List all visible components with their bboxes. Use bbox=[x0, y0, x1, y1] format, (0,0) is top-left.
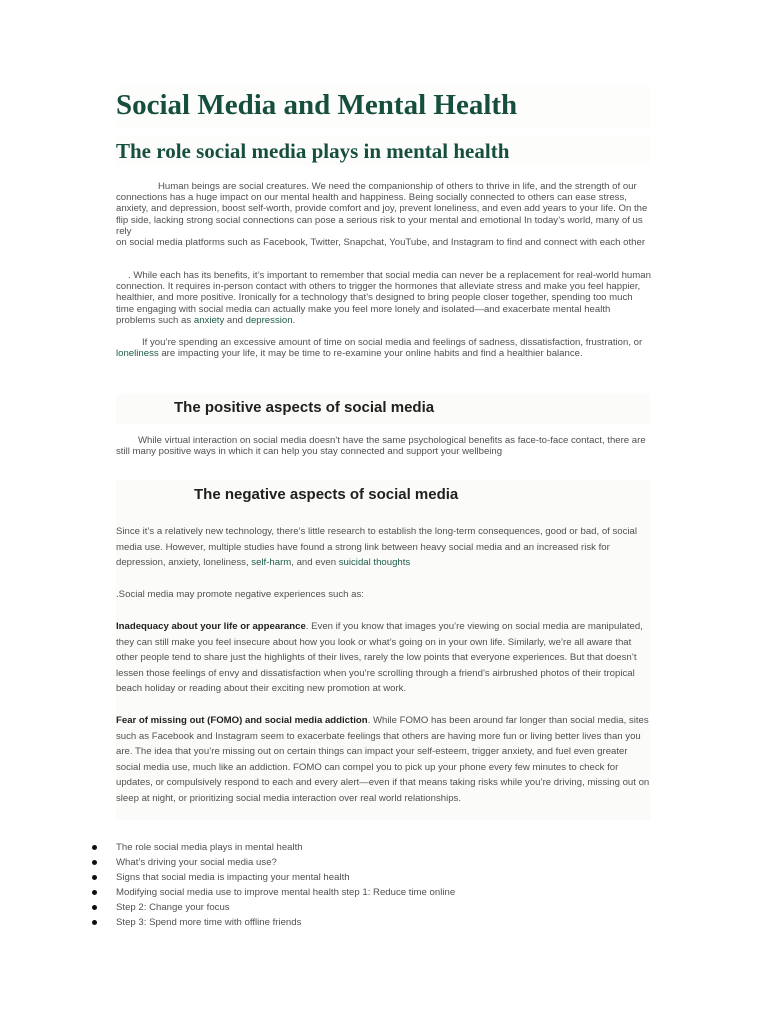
depression-link[interactable]: depression bbox=[245, 314, 293, 326]
list-item-text: Modifying social media use to improve mental health step 1: Reduce time online bbox=[116, 887, 456, 898]
intro-paragraph-2 bbox=[116, 270, 652, 326]
list-item-text: The role social media plays in mental health bbox=[116, 842, 303, 853]
negative-paragraph-1-text: Since it’s a relatively new technology, there’s little research to establish the long-term consequences, good or bad, of social media use. However, multiple studies have found a strong link between heavy social media and an increased risk for depression, anxiety, loneliness, bbox=[116, 526, 638, 569]
bullet-icon bbox=[92, 905, 97, 910]
bullet-icon bbox=[92, 875, 97, 880]
inadequacy-text: . Even if you know that images you’re viewing on social media are manipulated, they can still make you feel insecure about how you look or what’s going on in your own life. Similarly, we’re all aware that other people tend to share just the highlights of their lives, rarely the low points that everyone experiences. But that doesn’t lessen those feelings of envy and dissatisfaction when you’re scrolling through a friend’s airbrushed photos of their tropical beach holiday or reading about their exciting new promotion at work. bbox=[116, 621, 643, 695]
intro-paragraph-2-end: . bbox=[292, 314, 296, 326]
list-item bbox=[90, 885, 455, 900]
bullet-icon bbox=[92, 845, 97, 850]
topics-bullet-list bbox=[90, 840, 455, 930]
list-item bbox=[90, 915, 455, 930]
intro-paragraph-1-text-b: on social media platforms such as Facebook, Twitter, Snapchat, YouTube, and Instagram to find and connect with each other bbox=[116, 237, 646, 249]
intro-paragraph-3-text: If you’re spending an excessive amount of time on social media and feelings of sadness, dissatisfaction, frustration, or bbox=[142, 337, 643, 348]
bullet-icon bbox=[92, 860, 97, 865]
list-item bbox=[90, 840, 455, 855]
fomo-paragraph bbox=[116, 713, 652, 807]
suicidal-thoughts-link[interactable]: suicidal thoughts bbox=[338, 557, 411, 569]
fomo-bold-lead: Fear of missing out (FOMO) and social media addiction bbox=[116, 715, 368, 726]
fomo-text: . While FOMO has been around far longer than social media, sites such as Facebook and Instagram seem to exacerbate feelings that others are having more fun or living better lives than you are. The idea that you’re missing out on certain things can impact your self-esteem, trigger anxiety, and fuel even greater social media use, much like an addiction. FOMO can compel you to pick up your phone every few minutes to check for updates, or compulsively respond to each and every alert—even if that means taking risks while you’re driving, missing out on sleep at night, or prioritizing social media interaction over real world relationships. bbox=[116, 715, 650, 804]
page-title: Social Media and Mental Health bbox=[116, 86, 650, 128]
anxiety-link[interactable]: anxiety bbox=[193, 314, 225, 326]
intro-paragraph-2-text: . While each has its benefits, it’s important to remember that social media can never be a replacement for real-world human connection. It requires in-person contact with others to trigger the hormones that alleviate stress and make you feel happier, healthier, and more positive. Ironically for a technology that’s designed to bring people closer together, spending too much time engaging with social media can actually make you feel more lonely and isolated—and exacerbate mental health problems such as bbox=[116, 270, 651, 326]
list-item bbox=[90, 855, 455, 870]
negative-paragraph-2: .Social media may promote negative experiences such as: bbox=[116, 589, 364, 600]
bullet-icon bbox=[92, 890, 97, 895]
list-item-text: Step 2: Change your focus bbox=[116, 902, 230, 913]
inadequacy-bold-lead: Inadequacy about your life or appearance bbox=[116, 621, 306, 632]
negative-paragraph-1 bbox=[116, 524, 652, 571]
positive-paragraph-text: While virtual interaction on social media doesn’t have the same psychological benefits as face-to-face contact, there are still many positive ways in which it can help you stay connected and support your wellbeing bbox=[116, 435, 646, 458]
intro-paragraph-3 bbox=[116, 337, 652, 359]
negative-section-heading: The negative aspects of social media bbox=[194, 486, 459, 503]
inadequacy-paragraph bbox=[116, 619, 652, 697]
bullet-icon bbox=[92, 920, 97, 925]
intro-paragraph-3-end: are impacting your life, it may be time to re-examine your online habits and find a healthier balance. bbox=[158, 348, 583, 360]
negative-paragraph-1-mid: , and even bbox=[291, 557, 339, 569]
list-item bbox=[90, 870, 455, 885]
intro-paragraph-1 bbox=[116, 181, 652, 248]
page-subtitle: The role social media plays in mental health bbox=[116, 136, 650, 166]
list-item-text: Signs that social media is impacting your mental health bbox=[116, 872, 350, 883]
list-item bbox=[90, 900, 455, 915]
loneliness-link[interactable]: loneliness bbox=[116, 348, 159, 360]
intro-paragraph-1-text: Human beings are social creatures. We need the companionship of others to thrive in life, and the strength of our connections has a huge impact on our mental health and happiness. Being socially connected to others can ease stress, anxiety, and depression, boost self-worth, provide comfort and joy, prevent loneliness, and even add years to your life. On the flip side, lacking strong social connections can pose a serious risk to your mental and emotional In today’s world, many of us rely bbox=[116, 181, 648, 237]
self-harm-link[interactable]: self-harm bbox=[251, 557, 292, 569]
positive-section-heading: The positive aspects of social media bbox=[174, 399, 435, 416]
list-item-text: Step 3: Spend more time with offline friends bbox=[116, 917, 302, 928]
positive-paragraph bbox=[116, 435, 652, 457]
intro-paragraph-2-and: and bbox=[224, 314, 246, 326]
list-item-text: What’s driving your social media use? bbox=[116, 857, 277, 868]
